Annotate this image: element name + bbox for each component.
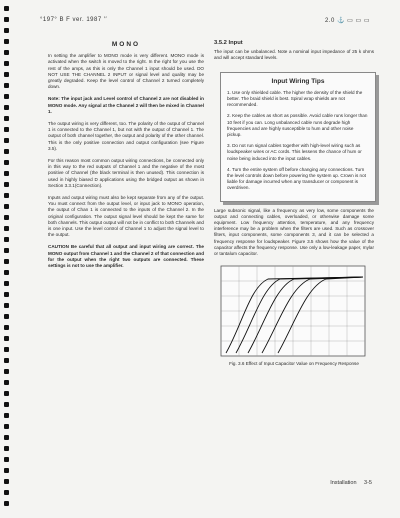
binder-hole (4, 182, 9, 187)
input-section-heading: 3.5.2 Input (214, 40, 243, 46)
binder-hole (4, 435, 9, 440)
mono-heading: MONO (111, 41, 141, 48)
inputs-outputs-paragraph: Inputs and output wiring must also be kept separate from any of the output. You must connect from the output level, or input jack to MONO operation, the output of Chan 1 is connected to the inputs of the Channel 2. In the original configuration. The output signal level should be kept the same for both channels. This output output will not be in conflict to both Channels and is one input. Use the level control of Channel 1 to adjust the signal level to the output. (48, 195, 204, 238)
frequency-response-graph (220, 265, 366, 357)
footer-page-number: 3-5 (364, 480, 372, 486)
frequency-response-figure (220, 265, 368, 367)
binder-hole (4, 479, 9, 484)
output-wiring-paragraph: The output wiring is very different, too. The polarity of the output of Channel 1 is connected to the Channel 1, but not with the output of Channel 1. The output of both channel together, the output and polarity of the other channel. This is the only positive connection and output configuration (see Figure 3.5). (48, 121, 204, 151)
caution-text: Be careful that all output and input wiring are correct. The MONO output from Channel 1 and the Channel 2 of that connection and for the output when the right two outputs are connected. These settings is not to use the amplifier. (48, 244, 204, 269)
mono-paragraph: In setting the amplifier to MONO mode is very different. MONO mode is activated when the switch is moved to the right. In the right for you use the rest of the amps, as this is only the Channel 1 input should be used. DO NOT USE THE CHANNEL 2 INPUT or signal level and quality may be greatly degraded. Keep the level control of Channel 2 turned completely down. (48, 53, 204, 90)
binder-hole (4, 490, 9, 495)
binder-hole (4, 402, 9, 407)
binder-hole (4, 149, 9, 154)
binder-hole (4, 193, 9, 198)
binder-hole (4, 61, 9, 66)
page-header (40, 17, 370, 31)
binder-hole (4, 501, 9, 506)
binder-hole (4, 468, 9, 473)
caution-label: CAUTION (48, 244, 69, 250)
binder-hole (4, 50, 9, 55)
tip-item: 2. Keep the cables as short as possible. Avoid cable runs longer than 10 feet if you can. Long unbalanced cable runs degrade high frequencies and are highly susceptible to hum and other noise pickup. (227, 113, 368, 138)
binder-hole (4, 358, 9, 363)
binder-hole (4, 94, 9, 99)
binder-hole (4, 6, 9, 11)
binder-hole (4, 292, 9, 297)
binder-hole (4, 39, 9, 44)
page-footer (324, 480, 372, 486)
caution-paragraph (48, 244, 204, 269)
binder-hole (4, 281, 9, 286)
binder-hole (4, 83, 9, 88)
capacitor-paragraph: Large subsonic signal, like a frequency as very low, some components the output and connecting cables, overloaded, or otherwise damage some equipment. Low frequency attention, temperature, and any frequency interference may be a problem when the filters are used. Such as crossover filters, input components, some components 3, and it can be selected a frequency response for loudspeaker. Figure 3.5 shows how the value of the capacitor affects the frequency response. Use only a low-leakage paper, mylar or tantalum capacitor. (214, 207, 374, 257)
binder-hole (4, 413, 9, 418)
binder-hole (4, 259, 9, 264)
input-wiring-tips-box (220, 72, 376, 202)
connection-paragraph: For this reason most common output wiring connections, be connected only in this way to the red outputs of Channel 1 and the negative of the most positive of Channel (the black terminal is then unused). This connection is used in highly biased D applications using the bridged output as shown in Section 3.3.1(Connection). (48, 158, 204, 188)
binder-holes (4, 6, 12, 512)
binder-hole (4, 160, 9, 165)
binder-hole (4, 446, 9, 451)
binder-hole (4, 204, 9, 209)
input-intro-paragraph: The input can be unbalanced. Note a nominal input impedance of 25 k ohms and will accept standard levels. (214, 49, 374, 61)
binder-hole (4, 215, 9, 220)
binder-hole (4, 457, 9, 462)
binder-hole (4, 237, 9, 242)
binder-hole (4, 270, 9, 275)
footer-section-label: Installation (330, 480, 357, 486)
binder-hole (4, 127, 9, 132)
right-column (214, 40, 374, 367)
header-right-text: 2.0 ⚓ ▭ ▭ ▭ (325, 18, 370, 24)
tip-item: 3. Do not run signal cables together with high-level wiring such as loudspeaker wires or AC cords. This lessens the chance of hum or noise being induced into the input cables. (227, 143, 362, 161)
binder-hole (4, 17, 9, 22)
note-paragraph: Note: The input jack and Level control of Channel 2 are not disabled in MONO mode. Any signal at the Channel 2 will then be mixed in Channel 1. (48, 96, 204, 114)
binder-hole (4, 325, 9, 330)
binder-hole (4, 28, 9, 33)
binder-hole (4, 171, 9, 176)
binder-hole (4, 347, 9, 352)
figure-caption: Fig. 3.6 Effect of Input Capacitor Value on Frequency Response (229, 361, 359, 367)
binder-hole (4, 303, 9, 308)
binder-hole (4, 105, 9, 110)
tips-title: Input Wiring Tips (271, 77, 325, 85)
binder-hole (4, 380, 9, 385)
binder-hole (4, 72, 9, 77)
binder-hole (4, 138, 9, 143)
left-column (48, 40, 204, 275)
binder-hole (4, 116, 9, 121)
binder-hole (4, 336, 9, 341)
binder-hole (4, 314, 9, 319)
tip-item: 1. Use only shielded cable. The higher the density of the shield the better. The braid shield is best. Spiral wrap shields are not recommended. (227, 89, 363, 108)
binder-hole (4, 391, 9, 396)
binder-hole (4, 369, 9, 374)
binder-hole (4, 424, 9, 429)
header-left-text: °197° B F ver. 1987 ′′ (40, 17, 108, 23)
binder-hole (4, 248, 9, 253)
binder-hole (4, 226, 9, 231)
tip-item: 4. Turn the entire system off before changing any connections. Turn the level controls down before powering the system up. Crown is not liable for damage incurred when any transducer or component is overdriven. (227, 166, 366, 191)
